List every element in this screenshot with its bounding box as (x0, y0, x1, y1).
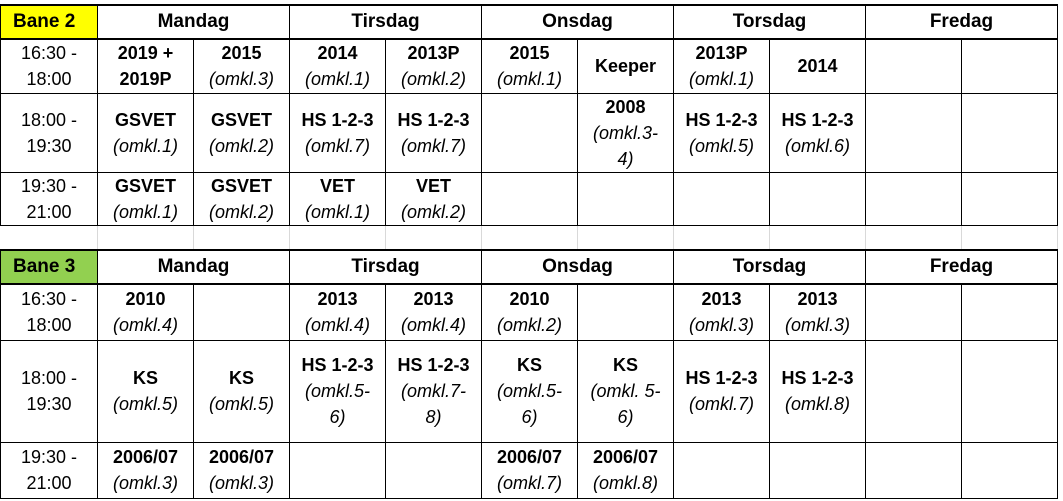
locker-room: (omkl.5) (112, 394, 178, 414)
session-cell (962, 284, 1058, 340)
locker-room: (omkl.1) (304, 201, 370, 222)
time-cell (1, 93, 98, 172)
team-name: 2014 (317, 43, 358, 64)
locker-room: (omkl.4) (400, 315, 466, 336)
locker-room: (omkl.3) (112, 473, 178, 493)
session-cell (194, 172, 290, 225)
locker-room: (omkl.2) (208, 201, 274, 222)
locker-room: (omkl.4) (112, 315, 178, 336)
locker-room: (omkl.8) (592, 473, 658, 493)
session-cell (674, 39, 770, 93)
session-cell (290, 442, 386, 498)
locker-room: 6) (617, 407, 634, 427)
team-name: 2010 (509, 289, 550, 310)
session-cell (386, 340, 482, 442)
session-cell (98, 93, 194, 172)
day-header: Tirsdag (290, 250, 482, 284)
team-name: 2006/07 (208, 447, 275, 467)
team-name: 2019 + (117, 43, 174, 64)
time-text: 19:30 (26, 394, 72, 414)
session-cell (770, 442, 866, 498)
session-cell (962, 39, 1058, 93)
day-header: Torsdag (674, 250, 866, 284)
team-name: 2019P (119, 69, 172, 90)
team-name: KS (612, 355, 638, 375)
session-cell (674, 340, 770, 442)
time-cell (1, 340, 98, 442)
locker-room: (omkl.3) (784, 315, 850, 336)
locker-room: (omkl.3) (208, 473, 274, 493)
team-name: 2015 (221, 43, 262, 64)
team-name: 2013 (413, 289, 454, 310)
session-cell (98, 39, 194, 93)
session-cell (290, 172, 386, 225)
bane-label: Bane 3 (1, 250, 98, 284)
locker-room: (omkl.6) (784, 135, 850, 156)
team-name: HS 1-2-3 (397, 109, 470, 130)
time-cell (1, 442, 98, 498)
schedule-table-bane-3 (0, 249, 1058, 499)
session-cell (578, 442, 674, 498)
time-text: 18:00 (26, 69, 72, 90)
team-name: HS 1-2-3 (301, 355, 374, 375)
session-cell (290, 340, 386, 442)
time-cell (1, 284, 98, 340)
day-header: Onsdag (482, 250, 674, 284)
session-cell (866, 39, 962, 93)
session-cell (770, 172, 866, 225)
session-cell (962, 93, 1058, 172)
day-header: Torsdag (674, 5, 866, 39)
session-cell (962, 442, 1058, 498)
day-header: Mandag (98, 5, 290, 39)
session-cell (674, 284, 770, 340)
session-cell (386, 442, 482, 498)
time-slot-row (1, 172, 1058, 225)
team-name: HS 1-2-3 (397, 355, 470, 375)
locker-room: (omkl.2) (208, 135, 274, 156)
session-cell (482, 39, 578, 93)
session-cell (578, 93, 674, 172)
time-cell (1, 172, 98, 225)
header-row (1, 250, 1058, 284)
team-name: 2010 (125, 289, 166, 310)
session-cell (290, 93, 386, 172)
day-header: Fredag (866, 5, 1058, 39)
time-text: 18:00 - (20, 368, 78, 388)
team-name: 2006/07 (496, 447, 563, 467)
time-text: 19:30 - (20, 447, 78, 467)
day-header: Mandag (98, 250, 290, 284)
session-cell (578, 39, 674, 93)
locker-room: (omkl.1) (112, 201, 178, 222)
session-cell (386, 93, 482, 172)
schedule-table-bane-2 (0, 4, 1058, 226)
team-name: GSVET (210, 109, 272, 130)
session-cell (674, 93, 770, 172)
session-cell (866, 284, 962, 340)
locker-room: (omkl. 5- (590, 381, 661, 401)
day-header: Onsdag (482, 5, 674, 39)
team-name: HS 1-2-3 (781, 368, 854, 388)
session-cell (98, 340, 194, 442)
time-slot-row (1, 284, 1058, 340)
locker-room: (omkl.2) (400, 69, 466, 90)
locker-room: (omkl.3) (688, 315, 754, 336)
team-name: HS 1-2-3 (301, 109, 374, 130)
session-cell (482, 172, 578, 225)
team-name: KS (228, 368, 254, 388)
header-row (1, 5, 1058, 39)
time-slot-row (1, 442, 1058, 498)
session-cell (482, 284, 578, 340)
time-cell (1, 39, 98, 93)
locker-room: 6) (329, 407, 346, 427)
session-cell (290, 39, 386, 93)
session-cell (290, 284, 386, 340)
locker-room: (omkl.2) (400, 201, 466, 222)
session-cell (482, 93, 578, 172)
locker-room: (omkl.5) (688, 135, 754, 156)
locker-room: (omkl.8) (784, 394, 850, 414)
session-cell (386, 172, 482, 225)
session-cell (578, 284, 674, 340)
locker-room: (omkl.7) (688, 394, 754, 414)
session-cell (962, 340, 1058, 442)
session-cell (194, 284, 290, 340)
locker-room: (omkl.1) (496, 69, 562, 90)
locker-room: (omkl.3) (208, 69, 274, 90)
time-text: 16:30 - (20, 43, 78, 64)
session-cell (482, 340, 578, 442)
locker-room: (omkl.7- (400, 381, 466, 401)
team-name: 2006/07 (592, 447, 659, 467)
team-name: VET (415, 175, 451, 196)
locker-room: (omkl.1) (688, 69, 754, 90)
locker-room: (omkl.5- (496, 381, 562, 401)
session-cell (866, 442, 962, 498)
locker-room: 6) (521, 407, 538, 427)
session-cell (386, 284, 482, 340)
locker-room: (omkl.1) (112, 135, 178, 156)
locker-room: 8) (425, 407, 442, 427)
session-cell (194, 39, 290, 93)
time-text: 19:30 (26, 135, 72, 156)
locker-room: (omkl.2) (496, 315, 562, 336)
session-cell (674, 442, 770, 498)
locker-room: (omkl.4) (304, 315, 370, 336)
session-cell (770, 93, 866, 172)
locker-room: (omkl.5- (304, 381, 370, 401)
team-name: 2013 (701, 289, 742, 310)
locker-room: (omkl.7) (304, 135, 370, 156)
team-name: VET (319, 175, 355, 196)
session-cell (578, 172, 674, 225)
session-cell (98, 172, 194, 225)
time-text: 16:30 - (20, 289, 78, 310)
locker-room: (omkl.7) (496, 473, 562, 493)
team-name: KS (132, 368, 158, 388)
team-name: 2008 (605, 96, 646, 117)
session-cell (482, 442, 578, 498)
session-cell (578, 340, 674, 442)
locker-room: (omkl.5) (208, 394, 274, 414)
session-cell (770, 284, 866, 340)
session-cell (98, 284, 194, 340)
team-name: HS 1-2-3 (685, 109, 758, 130)
team-name: GSVET (114, 109, 176, 130)
session-cell (386, 39, 482, 93)
day-header: Tirsdag (290, 5, 482, 39)
session-cell (866, 340, 962, 442)
locker-room: (omkl.3- (592, 122, 658, 143)
team-name: HS 1-2-3 (781, 109, 854, 130)
team-name: HS 1-2-3 (685, 368, 758, 388)
team-name: Keeper (594, 56, 657, 77)
team-name: KS (516, 355, 542, 375)
session-cell (674, 172, 770, 225)
locker-room: 4) (617, 148, 634, 169)
session-cell (194, 93, 290, 172)
team-name: 2006/07 (112, 447, 179, 467)
team-name: 2013 (797, 289, 838, 310)
time-slot-row (1, 93, 1058, 172)
session-cell (962, 172, 1058, 225)
team-name: 2015 (509, 43, 550, 64)
team-name: 2014 (797, 56, 838, 77)
time-text: 18:00 - (20, 109, 78, 130)
session-cell (194, 442, 290, 498)
team-name: GSVET (210, 175, 272, 196)
time-text: 21:00 (26, 201, 72, 222)
team-name: 2013P (407, 43, 460, 64)
time-slot-row (1, 340, 1058, 442)
bane-label: Bane 2 (1, 5, 98, 39)
time-slot-row (1, 39, 1058, 93)
locker-room: (omkl.1) (304, 69, 370, 90)
day-header: Fredag (866, 250, 1058, 284)
locker-room: (omkl.7) (400, 135, 466, 156)
session-cell (770, 39, 866, 93)
session-cell (98, 442, 194, 498)
team-name: 2013 (317, 289, 358, 310)
session-cell (194, 340, 290, 442)
time-text: 19:30 - (20, 175, 78, 196)
team-name: GSVET (114, 175, 176, 196)
session-cell (866, 172, 962, 225)
time-text: 18:00 (26, 315, 72, 336)
session-cell (866, 93, 962, 172)
team-name: 2013P (695, 43, 748, 64)
session-cell (770, 340, 866, 442)
time-text: 21:00 (26, 473, 72, 493)
